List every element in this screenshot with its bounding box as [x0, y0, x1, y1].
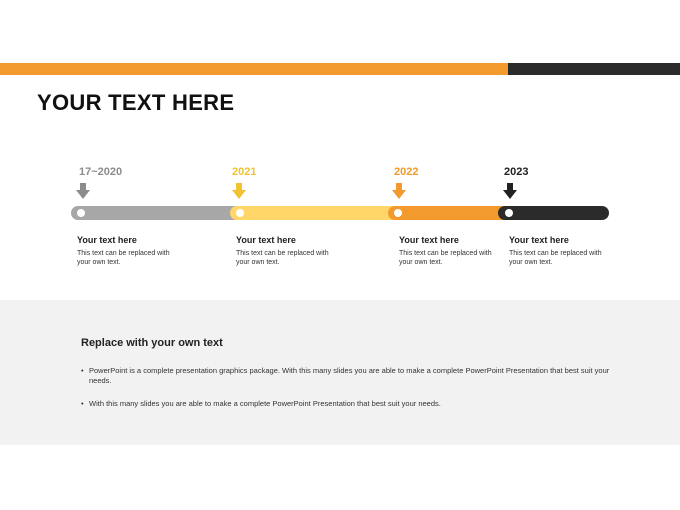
year-label-3: 2022 [394, 166, 419, 178]
milestone-text-2: This text can be replaced with your own text. [236, 250, 329, 266]
timeline-dot [77, 209, 85, 217]
down-arrow-icon [392, 183, 406, 199]
timeline-segment-gray [71, 206, 251, 220]
year-label-2: 2021 [232, 166, 257, 178]
down-arrow-icon [232, 183, 246, 199]
year-label-1: 17~2020 [79, 166, 123, 178]
timeline-dot [236, 209, 244, 217]
timeline-segment-dark [498, 206, 609, 220]
list-item: • With this many slides you are able to make a complete PowerPoint Presentation that best suit your needs. [81, 399, 611, 409]
milestone-text-3: This text can be replaced with your own text. [399, 250, 492, 266]
milestone-title-2: Your text here [236, 235, 296, 245]
milestone-title-3: Your text here [399, 235, 459, 245]
accent-bar-orange [0, 63, 508, 75]
panel-title: Replace with your own text [81, 337, 223, 349]
milestone-title-1: Your text here [77, 235, 137, 245]
bullet-list [81, 366, 611, 422]
down-arrow-icon [76, 183, 90, 199]
milestone-title-4: Your text here [509, 235, 569, 245]
milestone-text-4: This text can be replaced with your own text. [509, 250, 602, 266]
year-label-4: 2023 [504, 166, 529, 178]
timeline-dot [394, 209, 402, 217]
top-accent-bar [0, 63, 680, 75]
slide-title: YOUR TEXT HERE [37, 90, 235, 115]
timeline-segment-yellow [230, 206, 410, 220]
list-item: • PowerPoint is a complete presentation graphics package. With this many slides you are able to make a complete PowerPoint Presentation that best suit your needs. [81, 366, 611, 386]
timeline-dot [505, 209, 513, 217]
accent-bar-dark [508, 63, 680, 75]
down-arrow-icon [503, 183, 517, 199]
milestone-text-1: This text can be replaced with your own text. [77, 250, 170, 266]
